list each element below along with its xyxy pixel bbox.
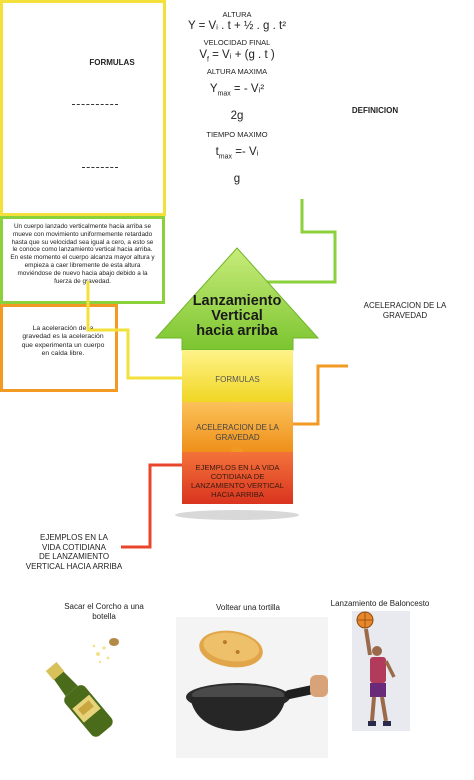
tmax-denominator: g <box>233 173 241 185</box>
altura-label: ALTURA <box>222 10 252 19</box>
tmax-label: TIEMPO MAXIMO <box>206 130 268 139</box>
tmax-num: =- Vᵢ <box>235 146 259 158</box>
vfinal-label: VELOCIDAD FINAL <box>203 38 271 47</box>
tier-gravedad-label: ACELERACION DE LA GRAVEDAD <box>196 423 279 442</box>
amax-num: = - Vᵢ² <box>233 83 265 95</box>
tmax-equation <box>0 146 474 160</box>
formulas-heading: FORMULAS <box>89 58 135 67</box>
gravedad-heading-line2: GRAVEDAD <box>382 311 428 320</box>
central-title-line2: Vertical <box>211 308 263 324</box>
ejemplos-line3: DE LANZAMIENTO <box>38 552 110 562</box>
photo-label-baloncesto: Lanzamiento de Baloncesto <box>330 599 430 608</box>
vfinal-sub: f <box>206 56 209 64</box>
gravedad-text: La aceleración de la gravedad es la aceleración que experimenta un cuerpo en caída libre. <box>21 325 105 358</box>
gravedad-heading-line1: ACELERACION DE LA <box>363 301 447 310</box>
amax-denominator: 2g <box>230 110 244 122</box>
tortilla-pan-image <box>176 617 328 758</box>
ejemplos-line1: EJEMPLOS EN LA <box>39 533 109 542</box>
central-title-line3: hacia arriba <box>196 323 278 339</box>
definicion-text: Un cuerpo lanzado verticalmente hacia arriba se mueve con movimiento uniformemente retardado hasta que su velocidad sea igual a cero, a esto se le conoce como lanzamiento vertical hacia arriba. En este momento el cuerpo alcanza mayor altura y empieza a caer libremente de esta altura moviéndose de nuevo hacia abajo debido a la fuerza de gravedad. <box>10 223 155 285</box>
tier-gravedad[interactable] <box>186 418 289 448</box>
tmax-t: t <box>215 146 219 158</box>
champagne-bottle-image <box>28 632 138 742</box>
amax-label: ALTURA MAXIMA <box>206 67 268 76</box>
amax-fraction-line <box>72 104 118 105</box>
connector-gravedad <box>293 366 348 424</box>
amax-y: Y <box>209 83 218 95</box>
tmax-sub: max <box>218 153 232 161</box>
gravedad-heading <box>346 301 464 321</box>
ejemplos-line2: VIDA COTIDIANA <box>41 542 106 552</box>
vfinal-v: V <box>199 49 207 61</box>
tier-formulas-label: FORMULAS <box>215 374 260 384</box>
amax-equation <box>0 83 474 97</box>
central-title-line1: Lanzamiento <box>192 293 282 309</box>
tmax-fraction-line <box>82 167 118 168</box>
tier-formulas[interactable] <box>182 366 293 392</box>
connector-ejemplos <box>121 465 183 547</box>
ejemplos-label <box>20 533 128 571</box>
ejemplos-line4: VERTICAL HACIA ARRIBA <box>25 561 123 571</box>
definicion-heading: DEFINICION <box>351 106 399 115</box>
amax-sub: max <box>217 90 231 98</box>
tier-ejemplos[interactable] <box>184 460 291 502</box>
connector-definicion <box>252 199 335 282</box>
basketball-player-image <box>352 611 410 731</box>
central-title <box>170 294 304 339</box>
vfinal-rhs: = Vᵢ + (g . t ) <box>212 49 275 61</box>
photo-label-tortilla: Voltear una tortilla <box>215 603 281 612</box>
tier-ejemplos-label: EJEMPLOS EN LA VIDA COTIDIANA DE LANZAMIENTO VERTICAL HACIA ARRIBA <box>191 463 284 499</box>
vfinal-equation <box>0 49 474 63</box>
photo-label-corcho: Sacar el Corcho a una botella <box>64 602 144 621</box>
altura-equation: Y = Vᵢ . t + ½ . g . t² <box>187 20 287 32</box>
